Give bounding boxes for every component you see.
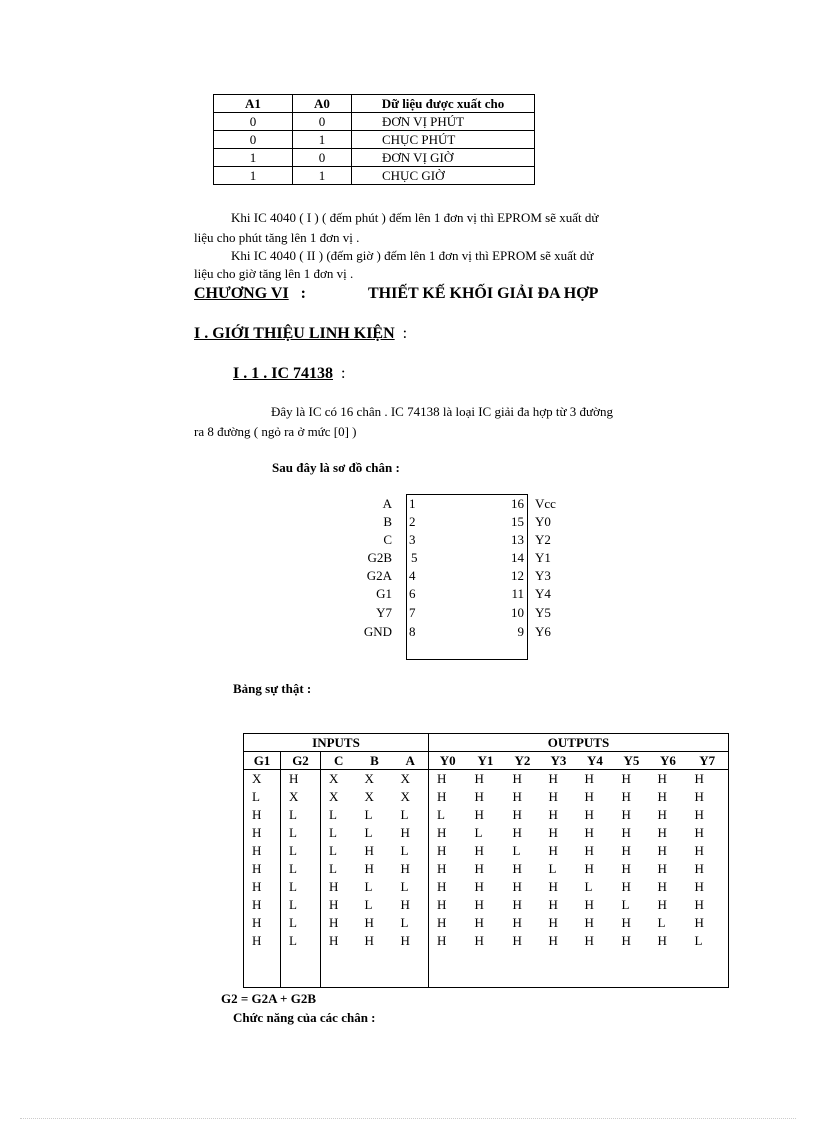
truth-cell: H [437,771,447,786]
truth-cell: H [621,771,631,786]
truth-table-body [244,770,729,988]
truth-cell: H [400,897,410,912]
section-heading [194,325,407,343]
pin-left-number: 6 [409,586,416,601]
truth-cell: H [694,807,704,822]
pin-left-label: C [383,532,392,547]
truth-cell: X [400,771,410,786]
truth-cell: H [621,825,631,840]
pin-left-label: G2B [367,550,392,565]
truth-cell: L [621,897,630,912]
truth-cell: H [694,897,704,912]
truth-cell: H [364,915,374,930]
pin-left-label: A [382,496,392,511]
truth-cell: H [621,807,631,822]
truth-cell: H [364,861,374,876]
paragraph-line: liệu cho giờ tăng lên 1 đơn vị . [194,266,354,281]
pin-left-label: G2A [366,568,392,583]
truth-cell: X [252,771,262,786]
truth-cell: H [437,825,447,840]
truth-cell: H [621,915,631,930]
col-header: Y5 [614,752,650,770]
truth-cell: H [657,861,667,876]
truth-cell: H [252,879,262,894]
cell: ĐƠN VỊ PHÚT [352,113,535,131]
truth-cell: H [437,933,447,948]
col-header: Y4 [577,752,614,770]
truth-cell: H [512,915,522,930]
truth-cell: H [621,933,631,948]
truth-cell: L [400,915,409,930]
truth-cell: H [512,771,522,786]
truth-cell: H [329,897,339,912]
truth-cell: H [512,807,522,822]
pin-right-number: 12 [511,568,524,583]
g2-formula: G2 = G2A + G2B [221,991,316,1006]
col-header: A0 [293,95,352,113]
truth-cell: L [694,933,703,948]
truth-cell: H [584,807,594,822]
column-Y5 [614,770,650,988]
pin-diagram-heading: Sau đây là sơ đồ chân : [272,460,400,475]
pin-right-number: 16 [511,496,524,511]
truth-cell: H [548,825,558,840]
col-header: B [357,752,393,770]
pin-left-number: 5 [411,550,418,565]
truth-cell: H [252,861,262,876]
truth-cell: H [474,843,484,858]
col-header: A [393,752,429,770]
truth-cell: X [329,789,339,804]
truth-cell: L [289,825,297,840]
cell: 1 [214,149,293,167]
truth-cell: H [437,843,447,858]
subsection-heading [233,365,345,383]
truth-cell: H [694,879,704,894]
pin-left-number: 2 [409,514,416,529]
truth-cell: L [364,807,373,822]
pin-left-number: 4 [409,568,416,583]
truth-cell: H [437,915,447,930]
truth-cell: H [657,879,667,894]
truth-cell: H [548,771,558,786]
col-header: Y7 [687,752,729,770]
truth-cell: H [437,789,447,804]
truth-cell: L [329,825,337,840]
truth-cell: H [584,825,594,840]
truth-cell: L [289,843,297,858]
truth-cell: L [400,807,409,822]
truth-cell: H [657,843,667,858]
truth-cell: H [548,807,558,822]
truth-cell: H [657,897,667,912]
column-Y1 [467,770,505,988]
truth-cell: H [329,933,339,948]
pin-right-label: Y3 [535,568,551,583]
truth-cell: X [289,789,299,804]
cell: CHỤC GIỜ [352,167,535,185]
truth-cell: H [584,861,594,876]
subsection-colon: : [341,365,346,382]
pin-left-number: 3 [409,532,416,547]
truth-cell: L [364,879,373,894]
col-header: G1 [244,752,281,770]
truth-cell: H [474,789,484,804]
address-data-table [213,94,535,185]
truth-cell: H [621,789,631,804]
truth-cell: X [329,771,339,786]
cell: ĐƠN VỊ GIỜ [352,149,535,167]
truth-cell: H [621,879,631,894]
truth-cell: H [400,933,410,948]
truth-cell: H [474,771,484,786]
page-footer-line [20,1118,796,1119]
truth-cell: H [694,861,704,876]
table-row [214,113,535,131]
col-header: Dữ liệu được xuất cho [352,95,535,113]
truth-cell: H [694,843,704,858]
truth-cell: H [364,933,374,948]
chapter-colon: : [300,285,306,302]
truth-cell: H [584,843,594,858]
truth-cell: L [364,825,373,840]
inputs-group-header: INPUTS [244,734,429,752]
truth-cell: H [657,933,667,948]
section-label: I . GIỚI THIỆU LINH KIỆN [194,325,395,342]
truth-cell: H [512,897,522,912]
column-Y7 [687,770,729,988]
pin-right-number: 14 [511,550,524,565]
pin-right-label: Y5 [535,605,551,620]
truth-cell: L [512,843,521,858]
truth-table-heading: Bảng sự thật : [233,681,312,696]
pin-right-label: Y4 [535,586,551,601]
truth-cell: H [548,933,558,948]
section-colon: : [402,325,408,342]
column-G1 [244,770,281,988]
column-B [357,770,393,988]
truth-cell: L [252,789,260,804]
truth-cell: L [289,807,297,822]
truth-cell: L [329,843,337,858]
column-Y6 [650,770,687,988]
truth-cell: H [694,915,704,930]
column-G2 [281,770,321,988]
col-header: Y2 [505,752,541,770]
pin-right-number: 11 [511,586,524,601]
pin-function-heading: Chức năng của các chân : [233,1010,376,1025]
truth-cell: L [437,807,445,822]
pin-left-label: B [383,514,392,529]
truth-cell: H [694,771,704,786]
col-header: Y0 [429,752,467,770]
truth-cell: H [621,861,631,876]
column-C [321,770,357,988]
truth-cell: H [657,825,667,840]
chapter-title: THIẾT KẾ KHỐI GIẢI ĐA HỢP [368,285,599,302]
truth-cell: H [694,789,704,804]
cell: 1 [293,167,352,185]
truth-cell: L [400,843,409,858]
pin-right-label: Y0 [535,514,551,529]
truth-cell: H [329,879,339,894]
truth-cell: H [512,879,522,894]
paragraph-line: liệu cho phút tăng lên 1 đơn vị . [194,230,360,245]
truth-cell: H [621,843,631,858]
truth-cell: H [329,915,339,930]
paragraph-line: ra 8 đường ( ngỏ ra ở mức [0] ) [194,424,357,439]
column-Y2 [505,770,541,988]
truth-cell: H [512,789,522,804]
truth-cell: L [400,879,409,894]
truth-cell: H [584,789,594,804]
table-row [214,131,535,149]
cell: 1 [293,131,352,149]
cell: 0 [293,113,352,131]
truth-cell: X [400,789,410,804]
truth-cell: L [289,861,297,876]
truth-table [243,733,729,988]
truth-cell: X [364,771,374,786]
paragraph-line: Khi IC 4040 ( II ) (đếm giờ ) đếm lên 1 đơn vị thì EPROM sẽ xuất dử [231,248,594,263]
truth-cell: L [474,825,483,840]
chapter-label: CHƯƠNG VI [194,285,289,302]
pin-left-label: G1 [376,586,392,601]
truth-cell: H [400,861,410,876]
truth-cell: H [252,897,262,912]
truth-cell: H [400,825,410,840]
column-Y4 [577,770,614,988]
truth-cell: H [657,789,667,804]
truth-cell: L [584,879,593,894]
truth-cell: H [289,771,299,786]
paragraph-line: Khi IC 4040 ( I ) ( đếm phút ) đếm lên 1 đơn vị thì EPROM sẽ xuất dử [231,210,599,225]
column-Y0 [429,770,467,988]
col-header: A1 [214,95,293,113]
pin-right-number: 9 [517,624,524,639]
pin-right-label: Y1 [535,550,551,565]
truth-cell: H [548,789,558,804]
truth-cell: H [657,807,667,822]
cell: 0 [293,149,352,167]
pin-right-label: Vcc [535,496,556,511]
truth-cell: H [474,807,484,822]
table-row [214,149,535,167]
truth-cell: H [548,879,558,894]
pin-right-number: 15 [511,514,524,529]
pin-right-label: Y2 [535,532,551,547]
truth-cell: H [512,933,522,948]
paragraph-line: Đây là IC có 16 chân . IC 74138 là loại IC giải đa hợp từ 3 đường [271,404,613,419]
truth-cell: H [474,879,484,894]
truth-cell: H [548,843,558,858]
outputs-group-header: OUTPUTS [429,734,729,752]
truth-cell: H [252,915,262,930]
truth-cell: H [252,825,262,840]
truth-cell: H [548,897,558,912]
truth-cell: L [329,861,337,876]
col-header: C [321,752,357,770]
truth-cell: H [474,861,484,876]
truth-cell: H [584,933,594,948]
table-row [214,167,535,185]
truth-cell: H [474,897,484,912]
pin-left-number: 7 [409,605,416,620]
truth-cell: H [584,915,594,930]
truth-cell: L [657,915,666,930]
pin-right-number: 13 [511,532,524,547]
truth-cell: H [548,915,558,930]
truth-cell: H [437,897,447,912]
pin-left-number: 1 [409,496,416,511]
truth-cell: H [437,861,447,876]
truth-cell: L [548,861,557,876]
truth-cell: H [512,825,522,840]
pin-right-label: Y6 [535,624,551,639]
col-header: Y6 [650,752,687,770]
truth-cell: L [364,897,373,912]
truth-cell: H [584,897,594,912]
truth-cell: H [364,843,374,858]
truth-cell: L [289,933,297,948]
cell: 0 [214,131,293,149]
truth-cell: H [474,933,484,948]
truth-cell: H [512,861,522,876]
cell: CHỤC PHÚT [352,131,535,149]
col-header: Y1 [467,752,505,770]
pin-left-label: GND [363,624,392,639]
truth-cell: H [252,933,262,948]
subsection-label: I . 1 . IC 74138 [233,365,334,382]
column-Y3 [541,770,577,988]
cell: 1 [214,167,293,185]
truth-cell: H [437,879,447,894]
col-header: G2 [281,752,321,770]
truth-cell: H [474,915,484,930]
truth-cell: H [252,843,262,858]
cell: 0 [214,113,293,131]
truth-cell: H [252,807,262,822]
truth-cell: X [364,789,374,804]
column-A [393,770,429,988]
col-header: Y3 [541,752,577,770]
pin-right-number: 10 [511,605,524,620]
chapter-heading [194,285,306,303]
truth-cell: H [694,825,704,840]
truth-cell: L [289,915,297,930]
truth-cell: L [289,897,297,912]
truth-cell: H [584,771,594,786]
truth-cell: L [329,807,337,822]
truth-cell: L [289,879,297,894]
truth-cell: H [657,771,667,786]
pin-left-number: 8 [409,624,416,639]
pin-left-label: Y7 [376,605,392,620]
